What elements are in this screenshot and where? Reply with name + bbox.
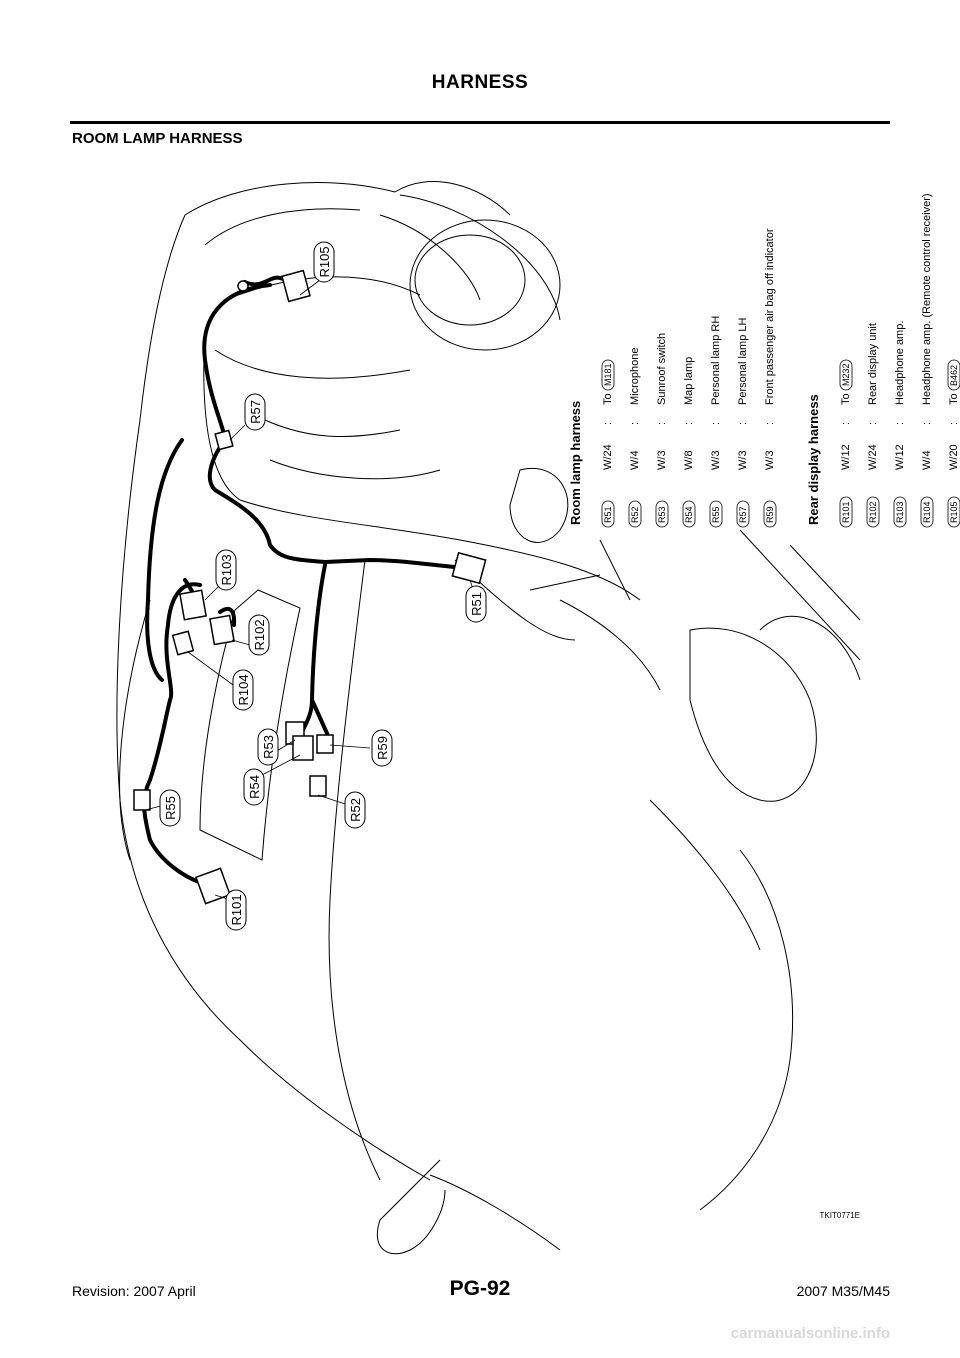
svg-text:R55: R55	[163, 796, 178, 820]
svg-text::: :	[737, 421, 749, 425]
svg-text:R101: R101	[841, 501, 851, 523]
svg-text:R54: R54	[684, 506, 694, 523]
svg-text:W/3: W/3	[737, 450, 749, 470]
svg-text:R53: R53	[261, 735, 276, 759]
svg-text:Headphone amp.: Headphone amp.	[894, 320, 906, 405]
legend-row-r53	[656, 333, 668, 527]
figure-id: TKIT0771E	[819, 1211, 860, 1220]
svg-text:W/3: W/3	[710, 450, 722, 470]
svg-text:W/20: W/20	[948, 444, 960, 470]
svg-text:B462: B462	[949, 364, 959, 386]
svg-text:W/24: W/24	[602, 444, 614, 470]
callout-r59	[372, 730, 392, 766]
legend-row-r52	[629, 348, 641, 527]
svg-text:Map lamp: Map lamp	[683, 356, 695, 405]
legend-row-r101	[840, 360, 852, 527]
footer-page-number: PG-92	[449, 1277, 511, 1300]
svg-text:W/12: W/12	[840, 444, 852, 470]
svg-text::: :	[867, 421, 879, 425]
svg-text:M232: M232	[841, 363, 851, 386]
harness-wire	[144, 278, 465, 885]
room-lamp-legend-title: Room lamp harness	[568, 400, 583, 525]
legend-row-r104	[921, 193, 933, 527]
svg-text:R104: R104	[236, 674, 251, 706]
svg-text:R52: R52	[630, 506, 640, 523]
svg-text:W/12: W/12	[894, 444, 906, 470]
svg-text::: :	[629, 421, 641, 425]
footer-revision: Revision: 2007 April	[72, 1283, 196, 1299]
callout-r101	[226, 890, 246, 930]
callout-r102	[249, 615, 269, 655]
svg-text:W/24: W/24	[867, 444, 879, 470]
svg-text::: :	[656, 421, 668, 425]
svg-text:R104: R104	[922, 501, 932, 523]
svg-text:R52: R52	[348, 798, 363, 822]
svg-text:M181: M181	[603, 363, 613, 386]
svg-text::: :	[948, 421, 960, 425]
callout-r104	[233, 670, 253, 710]
callout-r105	[314, 242, 334, 282]
svg-text:R57: R57	[738, 506, 748, 523]
svg-text:R105: R105	[949, 501, 959, 523]
callout-r53	[258, 729, 278, 765]
svg-text:R101: R101	[229, 894, 244, 926]
svg-text:To: To	[840, 393, 852, 405]
callout-r51	[466, 586, 486, 622]
svg-text:W/8: W/8	[683, 450, 695, 470]
svg-text:W/3: W/3	[764, 450, 776, 470]
watermark: carmanualsonline.info	[730, 1325, 890, 1342]
callout-r52	[345, 792, 365, 828]
connector-legend	[568, 193, 960, 527]
callout-r54	[244, 769, 264, 805]
svg-text:R102: R102	[252, 619, 267, 651]
svg-text:Headphone amp. (Remote control: Headphone amp. (Remote control receiver)	[921, 193, 933, 405]
svg-text:R105: R105	[317, 246, 332, 278]
legend-row-r103	[894, 321, 906, 527]
legend-row-r105	[948, 360, 960, 527]
svg-text::: :	[710, 421, 722, 425]
svg-text:R59: R59	[375, 736, 390, 760]
legend-row-r51	[602, 360, 614, 527]
svg-text:Sunroof switch: Sunroof switch	[656, 332, 668, 405]
legend-row-r55	[710, 316, 722, 527]
section-title: ROOM LAMP HARNESS	[72, 130, 243, 147]
svg-text:Personal lamp RH: Personal lamp RH	[710, 315, 722, 405]
rear-display-legend-title: Rear display harness	[806, 394, 821, 525]
svg-text:R51: R51	[469, 592, 484, 616]
svg-text:R59: R59	[765, 506, 775, 523]
legend-row-r57	[737, 318, 749, 527]
svg-text::: :	[764, 421, 776, 425]
svg-text:R54: R54	[247, 775, 262, 799]
svg-text:W/4: W/4	[921, 450, 933, 470]
svg-text::: :	[602, 421, 614, 425]
callout-r103	[216, 550, 236, 590]
svg-text:Personal lamp LH: Personal lamp LH	[737, 317, 749, 405]
svg-text:Front passenger air bag off in: Front passenger air bag off indicator	[764, 228, 776, 405]
legend-row-r54	[683, 357, 695, 527]
svg-text::: :	[894, 421, 906, 425]
legend-row-r102	[867, 323, 879, 527]
svg-text:R103: R103	[895, 501, 905, 523]
svg-text:Rear display unit: Rear display unit	[867, 323, 879, 405]
svg-text:R57: R57	[248, 400, 263, 424]
svg-text::: :	[921, 421, 933, 425]
svg-text:To: To	[948, 393, 960, 405]
svg-text::: :	[683, 421, 695, 425]
page-header: HARNESS	[431, 72, 529, 93]
callout-r55	[160, 790, 180, 826]
svg-text:R51: R51	[603, 506, 613, 523]
svg-text:R103: R103	[219, 554, 234, 586]
svg-text::: :	[840, 421, 852, 425]
footer-model: 2007 M35/M45	[796, 1283, 890, 1299]
svg-text:R53: R53	[657, 506, 667, 523]
svg-text:W/4: W/4	[629, 450, 641, 470]
callout-r57	[245, 394, 265, 430]
svg-text:R55: R55	[711, 506, 721, 523]
svg-text:To: To	[602, 393, 614, 405]
svg-text:R102: R102	[868, 501, 878, 523]
legend-row-r59	[764, 228, 776, 527]
svg-text:Microphone: Microphone	[629, 347, 641, 405]
svg-text:W/3: W/3	[656, 450, 668, 470]
